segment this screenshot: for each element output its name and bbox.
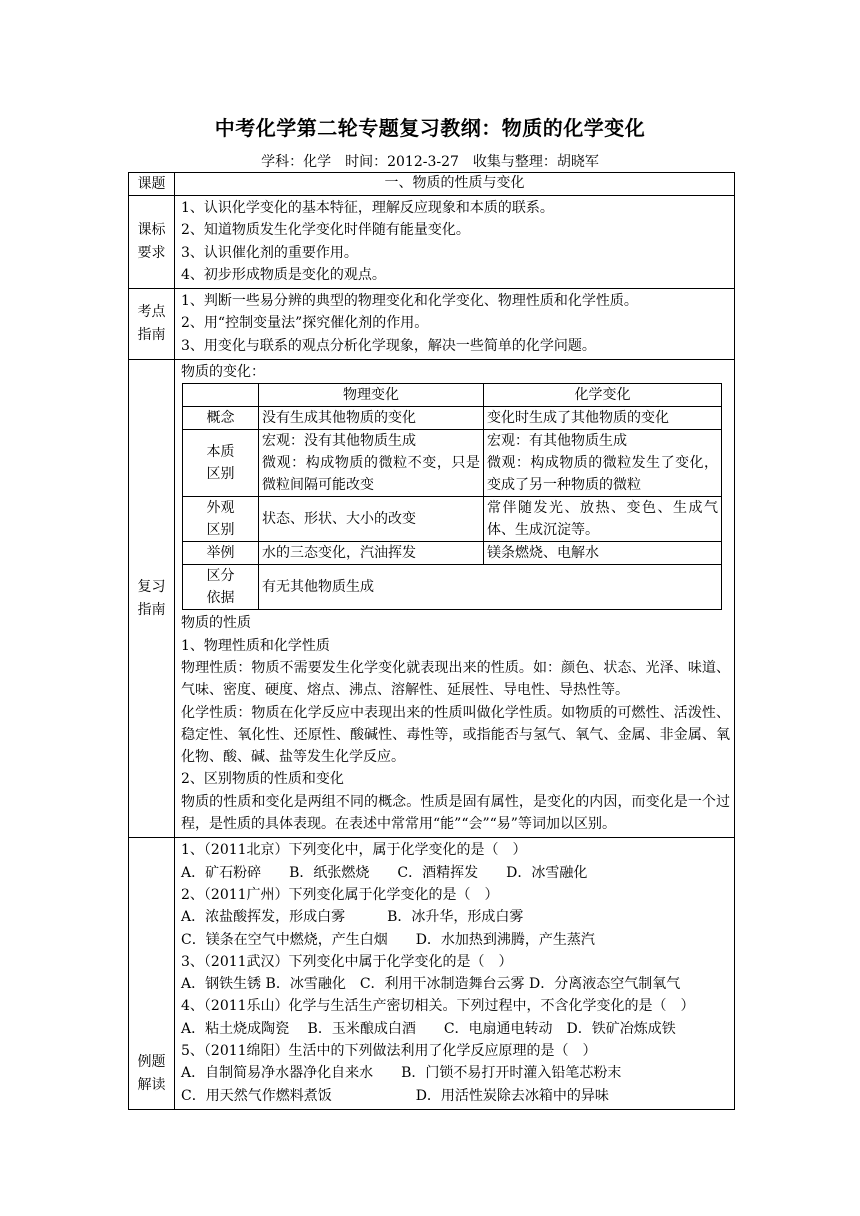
essence-label — [183, 430, 259, 497]
review-label-line-2: 指南 — [137, 601, 166, 618]
topic-row — [129, 173, 735, 196]
comparison-corner-cell — [183, 384, 259, 407]
curriculum-item: 2、知道物质发生化学变化时伴随有能量变化。 — [181, 222, 470, 239]
concept-physical: 没有生成其他物质的变化 — [259, 407, 484, 430]
curriculum-label — [129, 196, 175, 289]
topic-label: 课题 — [129, 173, 175, 196]
document-subtitle: 学科：化学 时间：2012-3-27 收集与整理：胡晓军 — [261, 154, 599, 170]
essence-row — [183, 430, 722, 497]
example-line: A．自制简易净水器净化自来水 B．门锁不易打开时灌入铅笔芯粉末 — [181, 1065, 622, 1082]
essence-physical — [259, 430, 484, 497]
basis-label — [183, 565, 259, 610]
essence-chemical — [484, 430, 722, 497]
curriculum-label-line-1: 课标 — [137, 222, 166, 239]
appearance-physical: 状态、形状、大小的改变 — [259, 497, 484, 542]
example-line: C．镁条在空气中燃烧，产生白烟 D．水加热到沸腾，产生蒸汽 — [181, 931, 595, 948]
essence-label-line-1: 本质 — [206, 444, 235, 461]
properties-section-2-title: 2、区别物质的性质和变化 — [181, 771, 344, 788]
appearance-label — [183, 497, 259, 542]
examples-content — [175, 838, 735, 1110]
example-row — [183, 542, 722, 565]
example-line: 5、（2011绵阳）生活中的下列做法利用了化学反应原理的是（ ） — [181, 1043, 597, 1060]
examples-label — [129, 838, 175, 1110]
example-physical: 水的三态变化，汽油挥发 — [259, 542, 484, 565]
curriculum-label-line-2: 要求 — [137, 245, 166, 262]
property-change-paragraph: 物质的性质和变化是两组不同的概念。性质是固有属性，是变化的内因，而变化是一个过程，是性质的具体表现。在表述中常常用“能”“会”“易”等词加以区别。 — [181, 793, 730, 833]
example-line: 1、（2011北京）下列变化中，属于化学变化的是（ ） — [181, 842, 527, 859]
review-intro: 物质的变化： — [181, 364, 265, 381]
exam-item: 1、判断一些易分辨的典型的物理变化和化学变化、物理性质和化学性质。 — [181, 293, 638, 310]
example-line: 2、（2011广州）下列变化属于化学变化的是（ ） — [181, 886, 499, 903]
example-line: A．钢铁生锈 B．冰雪融化 C．利用干冰制造舞台云雾 D．分离液态空气制氧气 — [181, 976, 681, 993]
example-chemical: 镁条燃烧、电解水 — [484, 542, 722, 565]
appearance-label-line-1: 外观 — [206, 500, 235, 517]
concept-row — [183, 407, 722, 430]
review-row — [129, 360, 735, 838]
example-label: 举例 — [183, 542, 259, 565]
essence-physical-micro: 微观：构成物质的微粒不变，只是微粒间隔可能改变 — [262, 455, 480, 494]
basis-row — [183, 565, 722, 610]
document-title: 中考化学第二轮专题复习教纲：物质的化学变化 — [214, 116, 646, 140]
chemical-change-header: 化学变化 — [484, 384, 722, 407]
outline-table — [128, 172, 735, 1110]
review-content — [175, 360, 735, 838]
chemical-property-paragraph: 化学性质：物质在化学反应中表现出来的性质叫做化学性质。如物质的可燃性、活泼性、稳定性、氧化性、还原性、酸碱性、毒性等，或指能否与氢气、氧气、金属、非金属、氧化物、酸、碱、盐等发生化学反应。 — [181, 704, 730, 766]
essence-chemical-micro: 微观：构成物质的微粒发生了变化，变成了另一种物质的微粒 — [487, 455, 718, 494]
example-line: C．用天然气作燃料煮饭 D．用活性炭除去冰箱中的异味 — [181, 1087, 609, 1104]
appearance-label-line-2: 区别 — [206, 522, 235, 539]
physical-property-paragraph: 物理性质：物质不需要发生化学变化就表现出来的性质。如：颜色、状态、光泽、味道、气味、密度、硬度、熔点、沸点、溶解性、延展性、导电性、导热性等。 — [181, 659, 730, 699]
review-label — [129, 360, 175, 838]
example-line: 4、（2011乐山）化学与生活生产密切相关。下列过程中，不含化学变化的是（ ） — [181, 998, 695, 1015]
exam-row — [129, 289, 735, 360]
properties-title: 物质的性质 — [181, 615, 251, 632]
examples-label-line-2: 解读 — [137, 1076, 166, 1093]
properties-section-1-title: 1、物理性质和化学性质 — [181, 637, 330, 654]
examples-row — [129, 838, 735, 1110]
review-label-line-1: 复习 — [137, 578, 166, 595]
examples-label-line-1: 例题 — [137, 1053, 166, 1070]
appearance-row — [183, 497, 722, 542]
basis-value: 有无其他物质生成 — [259, 565, 722, 610]
curriculum-row — [129, 196, 735, 289]
curriculum-item: 1、认识化学变化的基本特征，理解反应现象和本质的联系。 — [181, 200, 554, 216]
exam-label-line-2: 指南 — [137, 327, 166, 344]
example-line: A．粘土烧成陶瓷 B．玉米酿成白酒 C．电扇通电转动 D．铁矿冶炼成铁 — [181, 1020, 676, 1037]
essence-chemical-macro: 宏观：有其他物质生成 — [487, 433, 627, 450]
basis-label-line-1: 区分 — [206, 568, 235, 585]
physical-change-header: 物理变化 — [259, 384, 484, 407]
curriculum-content — [175, 196, 735, 289]
example-line: A．浓盐酸挥发，形成白雾 B．冰升华，形成白雾 — [181, 909, 524, 926]
essence-label-line-2: 区别 — [206, 466, 235, 483]
comparison-header-row — [183, 384, 722, 407]
essence-physical-macro: 宏观：没有其他物质生成 — [262, 433, 416, 450]
exam-label — [129, 289, 175, 360]
exam-item: 3、用变化与联系的观点分析化学现象，解决一些简单的化学问题。 — [181, 337, 596, 354]
change-comparison-table — [182, 383, 722, 610]
curriculum-item: 4、初步形成物质是变化的观点。 — [181, 266, 386, 283]
exam-item: 2、用“控制变量法”探究催化剂的作用。 — [181, 315, 429, 332]
exam-content — [175, 289, 735, 360]
topic-value: 一、物质的性质与变化 — [175, 173, 735, 196]
example-line: 3、（2011武汉）下列变化中属于化学变化的是（ ） — [181, 953, 513, 970]
appearance-chemical: 常伴随发光、放热、变色、生成气体、生成沉淀等。 — [484, 497, 722, 542]
basis-label-line-2: 依据 — [206, 590, 235, 607]
exam-label-line-1: 考点 — [137, 304, 166, 321]
concept-chemical: 变化时生成了其他物质的变化 — [484, 407, 722, 430]
concept-label: 概念 — [183, 407, 259, 430]
example-line: A．矿石粉碎 B．纸张燃烧 C．酒精挥发 D．冰雪融化 — [181, 864, 588, 881]
curriculum-item: 3、认识催化剂的重要作用。 — [181, 244, 358, 261]
